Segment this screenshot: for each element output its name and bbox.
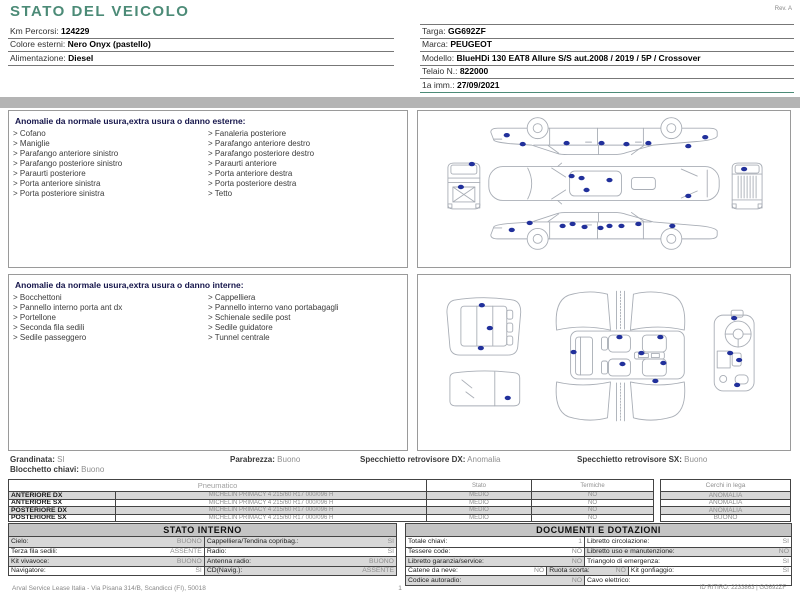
cabin-plan-view [556, 291, 685, 421]
list-item: > Seconda fila sedili [13, 323, 208, 333]
table-row: ANTERIORE SX MICHELIN PRIMACY 4 215/60 R17 000/096 H MEDIO NO [9, 499, 653, 507]
marca-row: Marca: PEUGEOT [420, 39, 794, 53]
interior-car-diagram-svg [418, 275, 790, 450]
list-item: > Porta anteriore destra [208, 169, 403, 179]
table-row: Libretto garanzia/service: NO Triangolo di emergenza: SI [406, 556, 791, 566]
specchietto-sx-field: Specchietto retrovisore SX: Buono [577, 455, 708, 464]
alimentazione-row: Alimentazione: Diesel [8, 52, 394, 66]
list-item: > Pannello interno vano portabagagli [208, 303, 403, 313]
condition-summary [10, 455, 792, 477]
list-item: > Parafango posteriore sinistro [13, 159, 208, 169]
exterior-anomalies-right-column [208, 129, 403, 199]
footer-page-number: 1 [398, 585, 402, 592]
tyres-table-header [9, 480, 653, 491]
list-item: > Cappelliera [208, 293, 403, 303]
list-item: > Portellone [13, 313, 208, 323]
table-row: BUONO [661, 514, 790, 522]
stato-interno-title: STATO INTERNO [9, 524, 396, 537]
list-item: > Parafango anteriore destro [208, 139, 403, 149]
exterior-damage-diagram [417, 110, 791, 268]
car-side-view-left [491, 212, 717, 249]
parabrezza-field: Parabrezza: Buono [230, 455, 301, 464]
parcel-shelf-view [450, 371, 520, 406]
table-row: Navigatore: SI CD(Navig.): ASSENTE [9, 566, 396, 576]
table-row: ANTERIORE DX MICHELIN PRIMACY 4 215/60 R17 000/096 H MEDIO NO [9, 491, 653, 499]
colore-esterni-row: Colore esterni: Nero Onyx (pastello) [8, 39, 394, 53]
table-row: Tessere code: NO Libretto uso e manutenzione: NO [406, 547, 791, 557]
prima-immatricolazione-row: 1a imm.: 27/09/2021 [420, 79, 794, 93]
table-row: ANOMALIA [661, 491, 790, 499]
footer-company: Arval Service Lease Italia - Via Pisana 314/B, Scandicci (FI), 50018 [12, 585, 206, 592]
list-item: > Parafango posteriore destro [208, 149, 403, 159]
table-row: ANOMALIA [661, 506, 790, 514]
section-divider-bar [0, 97, 800, 108]
col-pneumatico: Pneumatico [9, 480, 427, 491]
interior-anomalies-panel [8, 274, 408, 451]
car-side-view-right [491, 118, 717, 155]
table-row: Cielo: BUONO Cappelliera/Tendina copribag.: SI [11, 538, 394, 546]
exterior-damage-dots [458, 133, 747, 232]
list-item: > Porta posteriore sinistra [13, 189, 208, 199]
list-item: > Parafango anteriore sinistro [13, 149, 208, 159]
page-title: STATO DEL VEICOLO [10, 3, 190, 20]
footer-ritiro-id: ID RITIRO: 2233863 | GG692ZF [699, 585, 786, 591]
table-row: Totale chiavi: 1 Libretto circolazione: SI [408, 538, 789, 546]
modello-row: Modello: BlueHDi 130 EAT8 Allure S/S aut.2008 / 2019 / 5P / Crossover [420, 52, 794, 66]
exterior-anomalies-title: Anomalie da normale usura,extra usura o danno esterne: [15, 116, 246, 126]
col-stato: Stato [427, 480, 532, 491]
list-item: > Cofano [13, 129, 208, 139]
table-row: ANOMALIA [661, 499, 790, 507]
exterior-anomalies-left-column [13, 129, 208, 199]
targa-row: Targa: GG692ZF [420, 25, 794, 39]
list-item: > Bocchettoni [13, 293, 208, 303]
revision-label: Rev. A [774, 6, 792, 12]
list-item: > Sedile guidatore [208, 323, 403, 333]
blocchetto-chiavi-field: Blocchetto chiavi: Buono [10, 465, 105, 474]
interior-anomalies-left-column [13, 293, 208, 343]
list-item: > Pannello interno porta ant dx [13, 303, 208, 313]
rims-table [660, 479, 791, 522]
list-item: > Sedile passeggero [13, 333, 208, 343]
interior-anomalies-right-column [208, 293, 403, 343]
specchietto-dx-field: Specchietto retrovisore DX: Anomalia [360, 455, 501, 464]
col-cerchi: Cerchi in lega [705, 482, 746, 489]
rims-table-header [661, 480, 790, 491]
list-item: > Tetto [208, 189, 403, 199]
vehicle-info-right [420, 24, 794, 93]
km-percorsi-row: Km Percorsi: 124229 [8, 25, 394, 39]
documenti-dotazioni-title: DOCUMENTI E DOTAZIONI [406, 524, 791, 537]
list-item: > Porta posteriore destra [208, 179, 403, 189]
stato-interno-table [8, 523, 397, 576]
list-item: > Paraurti anteriore [208, 159, 403, 169]
exterior-anomalies-panel [8, 110, 408, 268]
list-item: > Paraurti posteriore [13, 169, 208, 179]
dashboard-view [714, 310, 754, 391]
car-top-view [489, 163, 719, 204]
list-item: > Schienale sedile post [208, 313, 403, 323]
table-row: Terza fila sedili: ASSENTE Radio: SI [9, 547, 396, 557]
car-rear-view [732, 163, 762, 209]
list-item: > Porta anteriore sinistra [13, 179, 208, 189]
tyres-table [8, 479, 654, 522]
interior-anomalies-title: Anomalie da normale usura,extra usura o danno interne: [15, 280, 244, 290]
car-front-view [448, 163, 480, 209]
table-row: POSTERIORE SX MICHELIN PRIMACY 4 215/60 R17 000/096 H MEDIO NO [9, 514, 653, 522]
grandinata-field: Grandinata: SI [10, 455, 65, 464]
list-item: > Tunnel centrale [208, 333, 403, 343]
table-row: Codice autoradio: NO Cavo elettrico: [406, 575, 791, 585]
list-item: > Maniglie [13, 139, 208, 149]
table-row: Kit vivavoce: BUONO Antenna radio: BUONO [9, 556, 396, 566]
table-row: POSTERIORE DX MICHELIN PRIMACY 4 215/60 R17 000/096 H MEDIO NO [9, 506, 653, 514]
list-item: > Fanaleria posteriore [208, 129, 403, 139]
telaio-row: Telaio N.: 822000 [420, 66, 794, 80]
exterior-car-diagram-svg [418, 111, 790, 267]
table-row: Catene da neve: NO Ruota scorta: NO Kit gonfiaggio: SI [408, 567, 790, 575]
vehicle-info-left [8, 25, 394, 66]
documenti-dotazioni-table [405, 523, 792, 586]
col-termiche: Termiche [580, 482, 605, 489]
interior-damage-diagram [417, 274, 791, 451]
